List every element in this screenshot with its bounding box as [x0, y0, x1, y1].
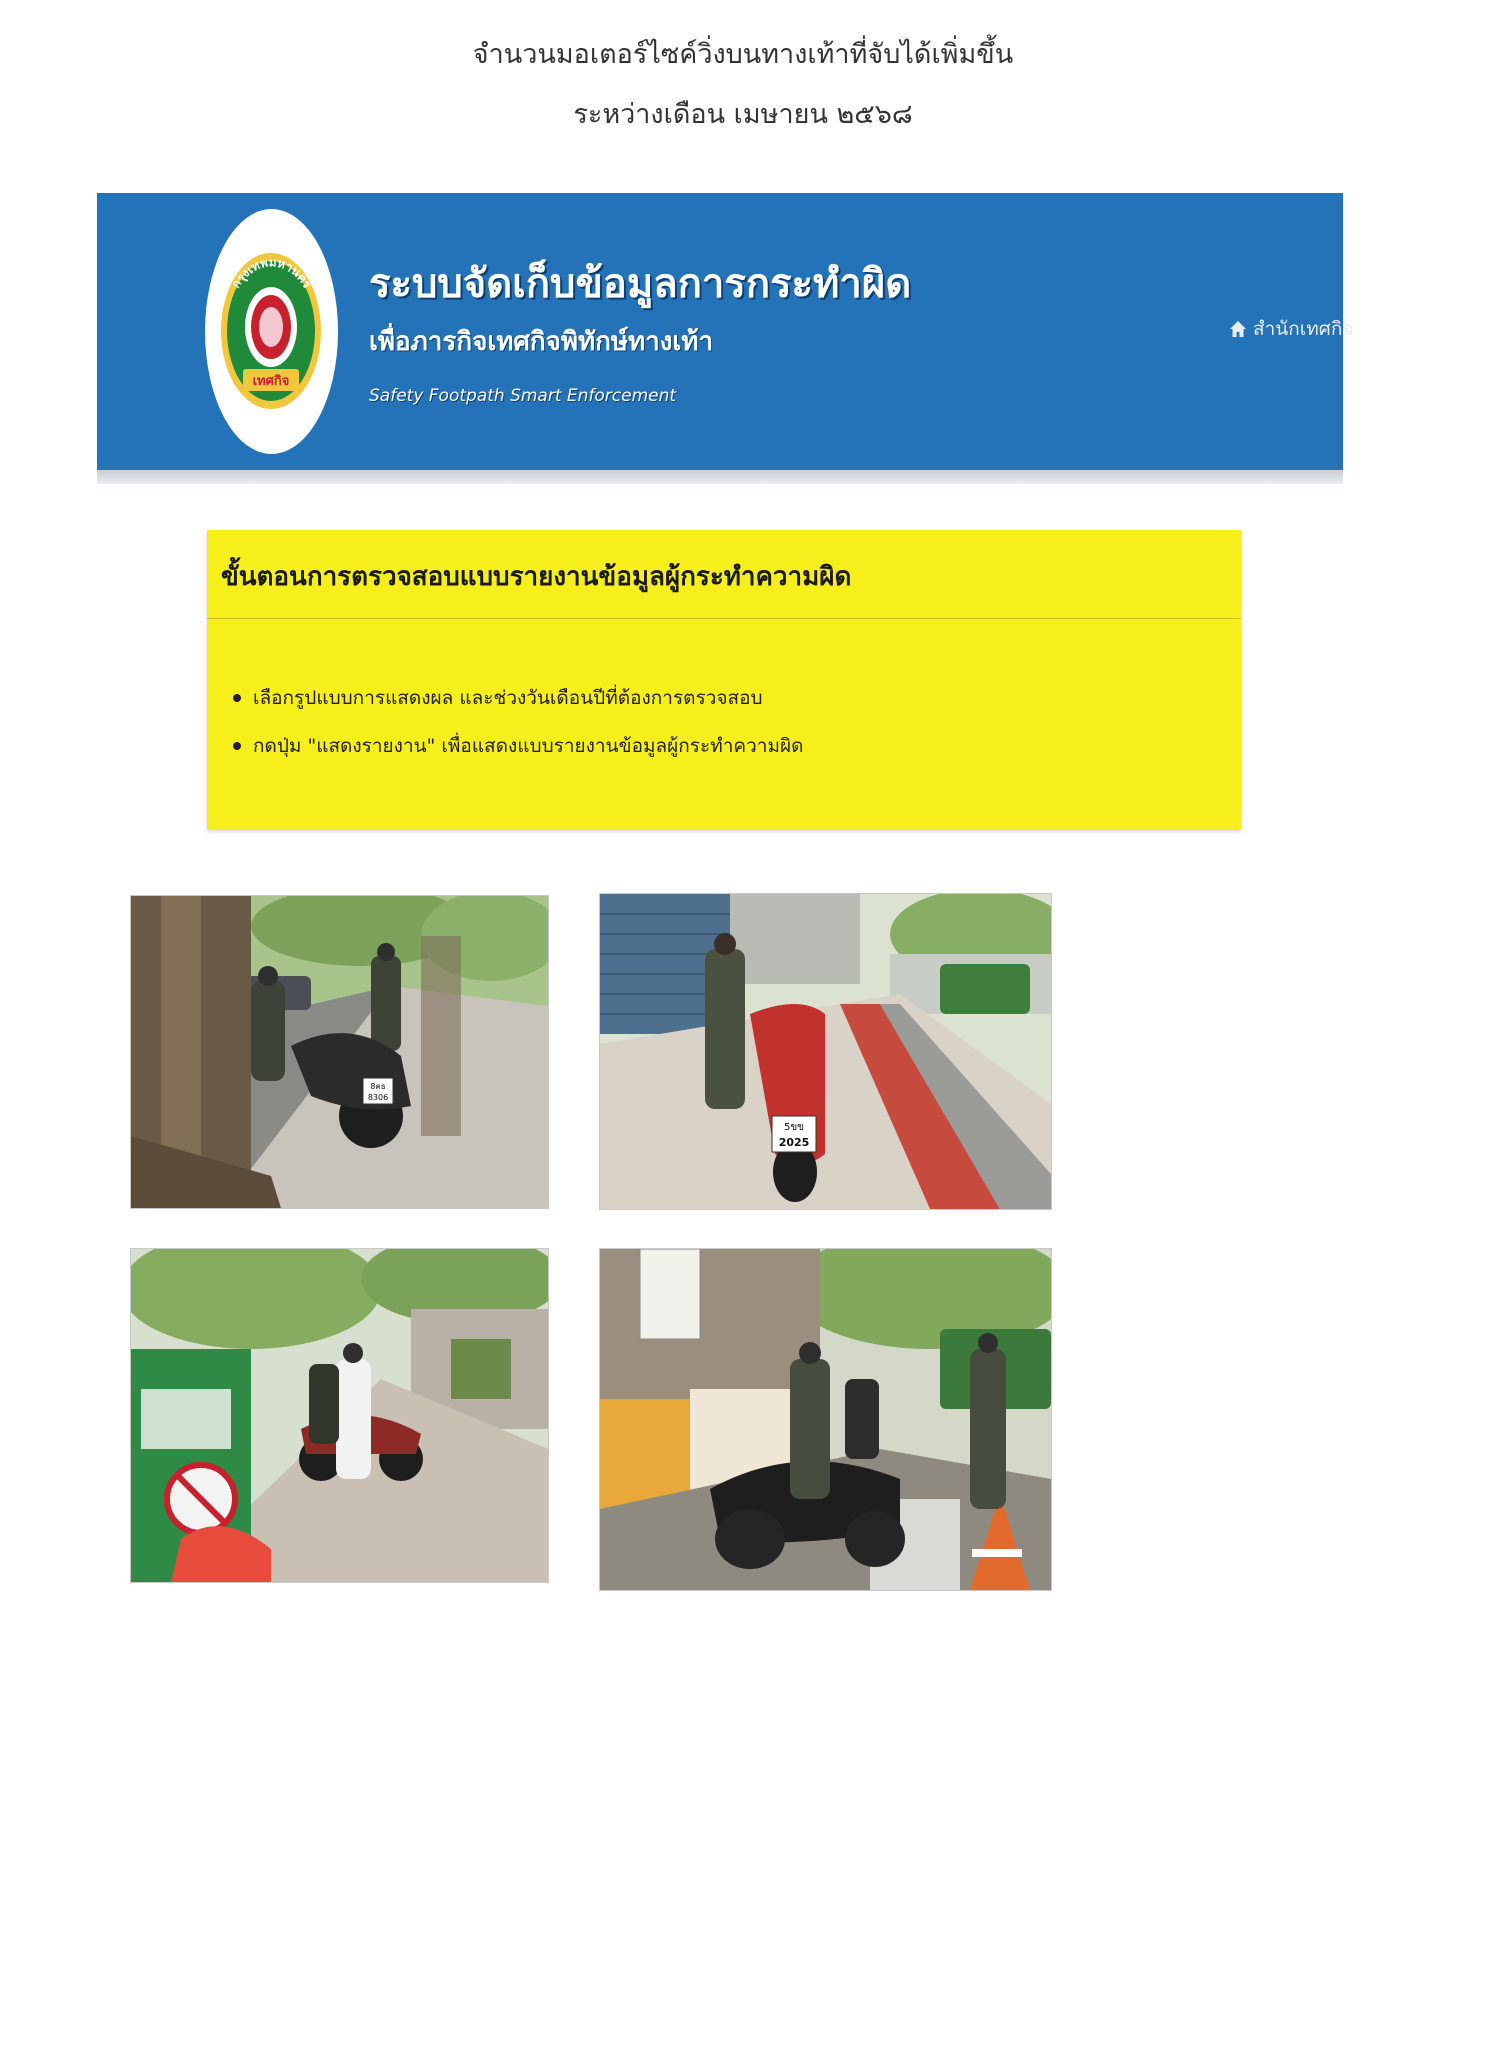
- bma-logo: [205, 209, 338, 454]
- instructions-list: [233, 686, 803, 782]
- instructions-panel: [207, 530, 1241, 830]
- photo-enforcement-1: [130, 895, 549, 1209]
- step-text: กดปุ่ม "แสดงรายงาน" เพื่อแสดงแบบรายงานข้อมูลผู้กระทำความผิด: [253, 735, 804, 757]
- step-text: เลือกรูปแบบการแสดงผล และช่วงวันเดือนปีที่ต้องการตรวจสอบ: [253, 687, 763, 709]
- svg-text:เทศกิจ: เทศกิจ: [252, 374, 290, 389]
- home-icon: [1229, 320, 1247, 338]
- bullet-icon: [233, 694, 241, 702]
- photo-enforcement-4: [599, 1248, 1052, 1591]
- instructions-heading: ขั้นตอนการตรวจสอบแบบรายงานข้อมูลผู้กระทำความผิด: [221, 562, 852, 592]
- document-title-line2: ระหว่างเดือน เมษายน ๒๕๖๘: [573, 99, 913, 130]
- bullet-icon: [233, 742, 241, 750]
- banner-shadow: [97, 470, 1343, 484]
- photo-enforcement-3: [130, 1248, 549, 1583]
- instructions-header: [207, 530, 1241, 619]
- site-banner: [97, 193, 1354, 470]
- banner-title: ระบบจัดเก็บข้อมูลการกระทำผิด: [369, 261, 912, 307]
- nav-link-home[interactable]: [1229, 314, 1353, 344]
- banner-subtitle: เพื่อภารกิจเทศกิจพิทักษ์ทางเท้า: [369, 327, 714, 357]
- svg-text:2025: 2025: [778, 1136, 810, 1149]
- photo-enforcement-2: [599, 893, 1052, 1210]
- list-item: [233, 686, 803, 734]
- svg-text:5ขข: 5ขข: [783, 1122, 805, 1133]
- banner-subtitle-en: Safety Footpath Smart Enforcement: [369, 386, 677, 406]
- svg-text:8306: 8306: [367, 1093, 389, 1102]
- document-title-line1: จำนวนมอเตอร์ไซค์วิ่งบนทางเท้าที่จับได้เพิ่มขึ้น: [472, 39, 1014, 70]
- svg-text:กรุงเทพมหานคร: กรุงเทพมหานคร: [228, 255, 315, 291]
- bma-emblem-icon: [219, 249, 324, 414]
- svg-text:8คธ: 8คธ: [370, 1082, 386, 1091]
- list-item: [233, 734, 803, 782]
- nav-link-label: สำนักเทศกิจ: [1253, 318, 1354, 340]
